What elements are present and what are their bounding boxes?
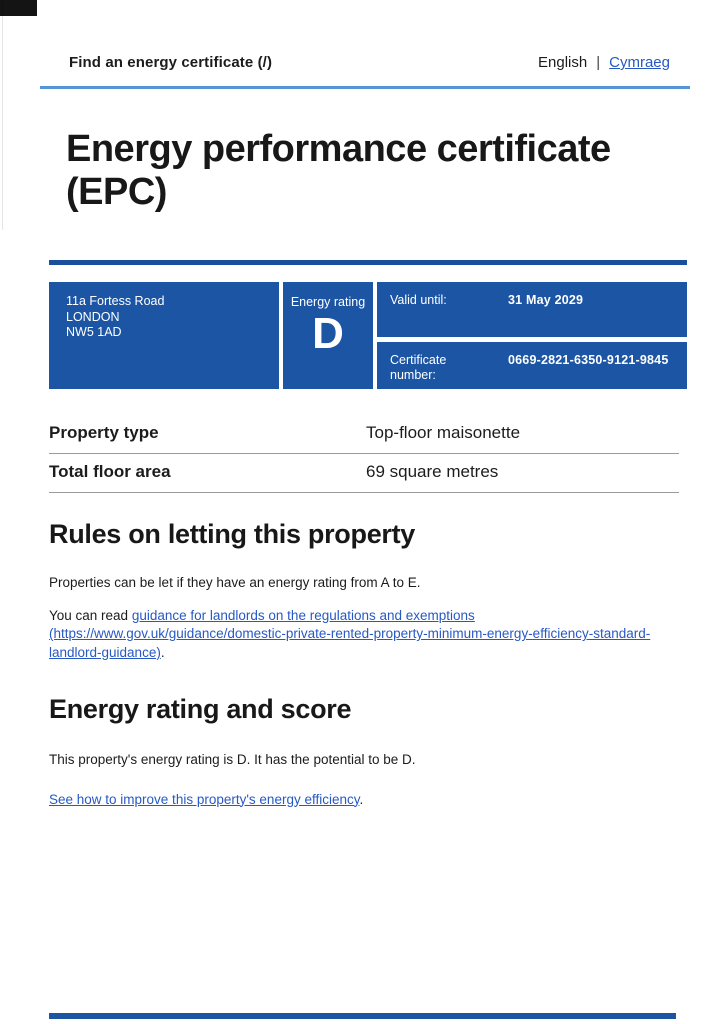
page-title: Energy performance certificate (EPC): [66, 128, 611, 213]
language-separator: |: [596, 54, 601, 71]
energy-rating-value: D: [312, 309, 344, 358]
improve-efficiency-link[interactable]: See how to improve this property's energy efficiency: [49, 791, 360, 807]
valid-until-label: Valid until:: [390, 293, 447, 307]
certificate-meta-panel: [377, 282, 687, 389]
rating-section-heading: Energy rating and score: [49, 694, 352, 724]
language-switcher: [538, 54, 670, 71]
table-row-total-floor-area: [49, 454, 679, 493]
certificate-number-value: 0669-2821-6350-9121-9845: [508, 353, 669, 367]
total-floor-area-label: Total floor area: [49, 462, 171, 481]
property-type-value: Top-floor maisonette: [366, 423, 521, 442]
energy-rating-label: Energy rating: [290, 295, 366, 309]
address-line-3: NW5 1AD: [66, 325, 122, 339]
improve-paragraph: [49, 791, 672, 810]
guidance-paragraph: [49, 607, 672, 663]
valid-until-row: [377, 282, 687, 337]
certificate-number-label: Certificate number:: [390, 353, 447, 382]
site-header: [69, 54, 670, 71]
rating-statement: This property's energy rating is D. It has the potential to be D.: [49, 752, 416, 767]
property-summary-table: [49, 415, 679, 493]
energy-rating-panel: [283, 282, 373, 389]
next-section-top-edge: [49, 1013, 676, 1019]
address-line-1: 11a Fortess Road: [66, 294, 165, 308]
banner-top-divider: [49, 260, 687, 265]
language-link-cymraeg[interactable]: Cymraeg: [609, 54, 670, 71]
scan-artifact-edge: [2, 0, 3, 230]
rules-paragraph: Properties can be let if they have an energy rating from A to E.: [49, 575, 421, 590]
certificate-number-row: [377, 342, 687, 389]
language-current: English: [538, 54, 588, 71]
property-type-label: Property type: [49, 423, 159, 442]
table-row-property-type: [49, 415, 679, 454]
rules-section-heading: Rules on letting this property: [49, 519, 416, 549]
total-floor-area-value: 69 square metres: [366, 462, 499, 481]
address-line-2: LONDON: [66, 309, 120, 324]
scan-artifact-corner: [0, 0, 37, 16]
guidance-text-prefix: You can read: [49, 607, 132, 623]
certificate-summary-banner: [49, 282, 687, 389]
landlord-guidance-link[interactable]: guidance for landlords on the regulations and exemptions (https://www.gov.uk/guidance/domestic-private-rented-property-minimum-energy-efficiency-standard-landlord-guidance): [49, 607, 651, 660]
valid-until-value: 31 May 2029: [508, 293, 584, 307]
header-rule: [40, 86, 690, 89]
site-title: Find an energy certificate (/): [69, 54, 273, 71]
guidance-text-suffix: .: [160, 644, 165, 660]
improve-link-suffix: .: [359, 791, 364, 807]
property-address: [49, 282, 279, 389]
